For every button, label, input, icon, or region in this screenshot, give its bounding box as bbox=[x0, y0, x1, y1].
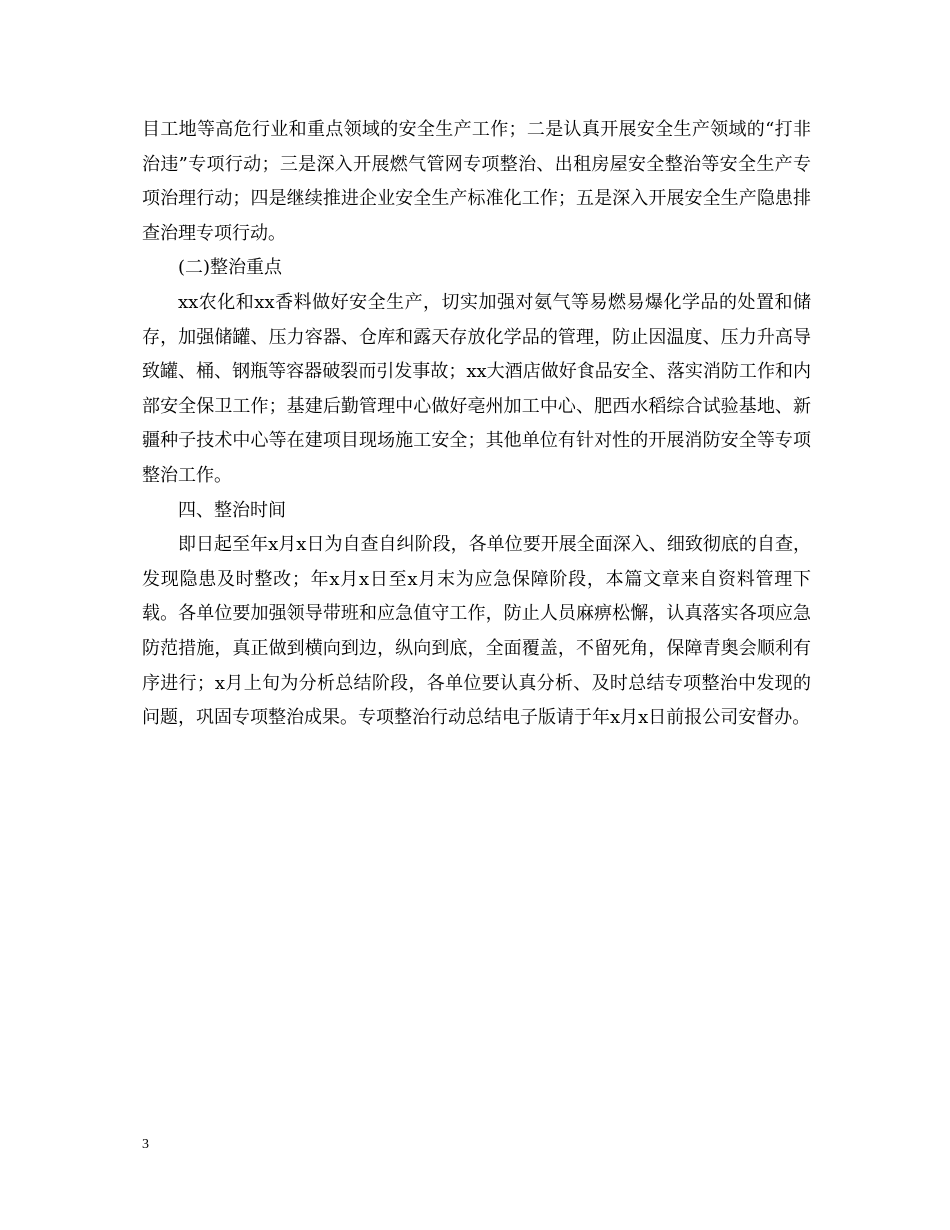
paragraph-time: 即日起至年x月x日为自查自纠阶段，各单位要开展全面深入、细致彻底的自查，发现隐患及时整改；年x月x日至x月末为应急保障阶段，本篇文章来自资料管理下载。各单位要加强领导带班和应急值守工作，防止人员麻痹松懈，认真落实各项应急防范措施，真正做到横向到边，纵向到底，全面覆盖，不留死角，保障青奥会顺利有序进行；x月上旬为分析总结阶段，各单位要认真分析、及时总结专项整治中发现的问题，巩固专项整治成果。专项整治行动总结电子版请于年x月x日前报公司安督办。 bbox=[142, 534, 811, 729]
page-number: 3 bbox=[142, 1137, 149, 1152]
section-heading-time: 四、整治时间 bbox=[178, 499, 286, 521]
paragraph-continuation: 目工地等高危行业和重点领域的安全生产工作；二是认真开展安全生产领域的“打非治违”专项行动；三是深入开展燃气管网专项整治、出租房屋安全整治等安全生产专项治理行动；四是继续推进企业安全生产标准化工作；五是深入开展安全生产隐患排查治理专项行动。 bbox=[142, 119, 811, 244]
paragraph-key-points: xx农化和xx香料做好安全生产，切实加强对氨气等易燃易爆化学品的处置和储存，加强储罐、压力容器、仓库和露天存放化学品的管理，防止因温度、压力升高导致罐、桶、钢瓶等容器破裂而引发事故；xx大酒店做好食品安全、落实消防工作和内部安全保卫工作；基建后勤管理中心做好亳州加工中心、肥西水稻综合试验基地、新疆种子技术中心等在建项目现场施工安全；其他单位有针对性的开展消防安全等专项整治工作。 bbox=[142, 291, 811, 486]
section-heading-key-points: (二)整治重点 bbox=[178, 257, 283, 279]
document-body bbox=[142, 113, 811, 736]
